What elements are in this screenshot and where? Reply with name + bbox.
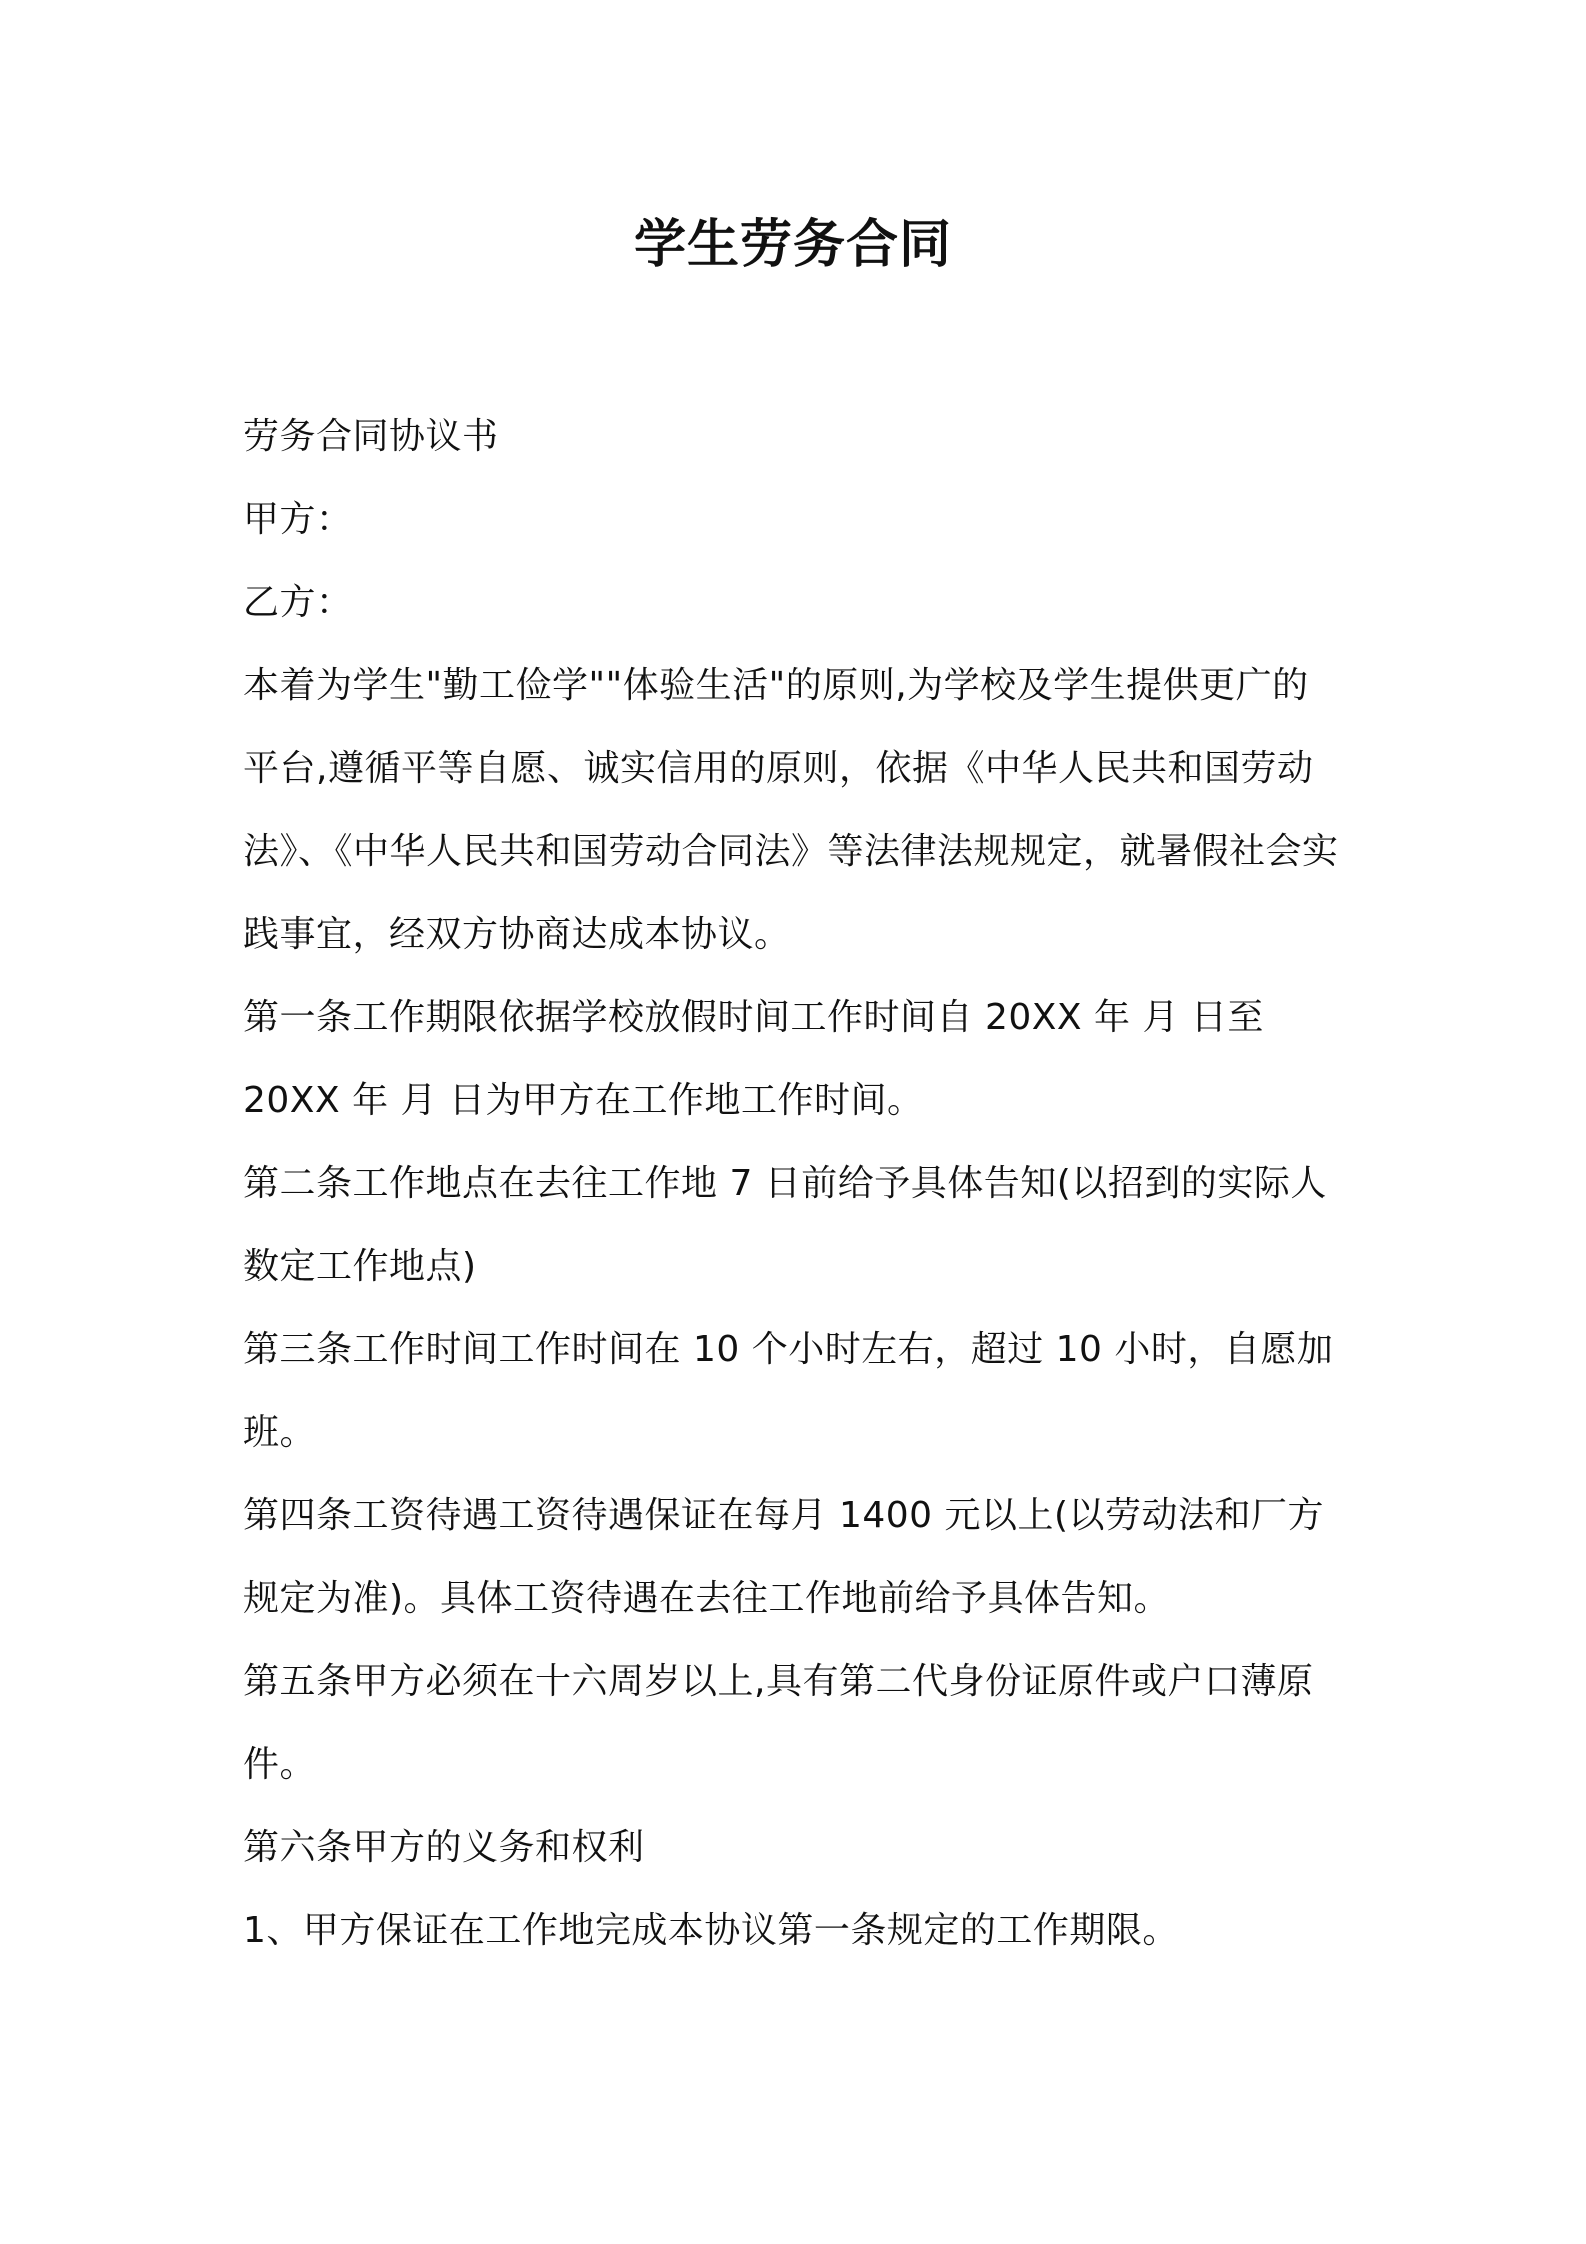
article-4-line-2: 规定为准)。具体工资待遇在去往工作地前给予具体告知。 <box>243 1578 1171 1619</box>
preamble-line-3: 法》、《中华人民共和国劳动合同法》等法律法规规定，就暑假社会实 <box>243 831 1339 872</box>
document-title: 学生劳务合同 <box>633 215 952 275</box>
article-6-heading: 第六条甲方的义务和权利 <box>243 1827 645 1868</box>
article-3-line-2: 班。 <box>243 1412 317 1453</box>
party-a-label: 甲方： <box>243 499 353 540</box>
party-b-label: 乙方： <box>243 582 353 623</box>
preamble-line-2: 平台,遵循平等自愿、诚实信用的原则，依据《中华人民共和国劳动 <box>243 748 1314 789</box>
article-2-line-1: 第二条工作地点在去往工作地 7 日前给予具体告知(以招到的实际人 <box>243 1163 1327 1204</box>
preamble-line-1: 本着为学生"勤工俭学""体验生活"的原则,为学校及学生提供更广的 <box>243 665 1309 706</box>
article-1-line-1: 第一条工作期限依据学校放假时间工作时间自 20XX 年 月 日至 <box>243 997 1264 1038</box>
document-body <box>243 395 1358 1972</box>
preamble-line-4: 践事宜，经双方协商达成本协议。 <box>243 914 791 955</box>
article-3-line-1: 第三条工作时间工作时间在 10 个小时左右，超过 10 小时，自愿加 <box>243 1329 1334 1370</box>
article-6-item-1: 1、甲方保证在工作地完成本协议第一条规定的工作期限。 <box>243 1910 1179 1951</box>
article-1-line-2: 20XX 年 月 日为甲方在工作地工作时间。 <box>243 1080 924 1121</box>
agreement-heading: 劳务合同协议书 <box>243 416 499 457</box>
article-4-line-1: 第四条工资待遇工资待遇保证在每月 1400 元以上(以劳动法和厂方 <box>243 1495 1325 1536</box>
article-5-line-1: 第五条甲方必须在十六周岁以上,具有第二代身份证原件或户口薄原 <box>243 1661 1314 1702</box>
article-2-line-2: 数定工作地点) <box>243 1246 477 1287</box>
article-5-line-2: 件。 <box>243 1744 317 1785</box>
